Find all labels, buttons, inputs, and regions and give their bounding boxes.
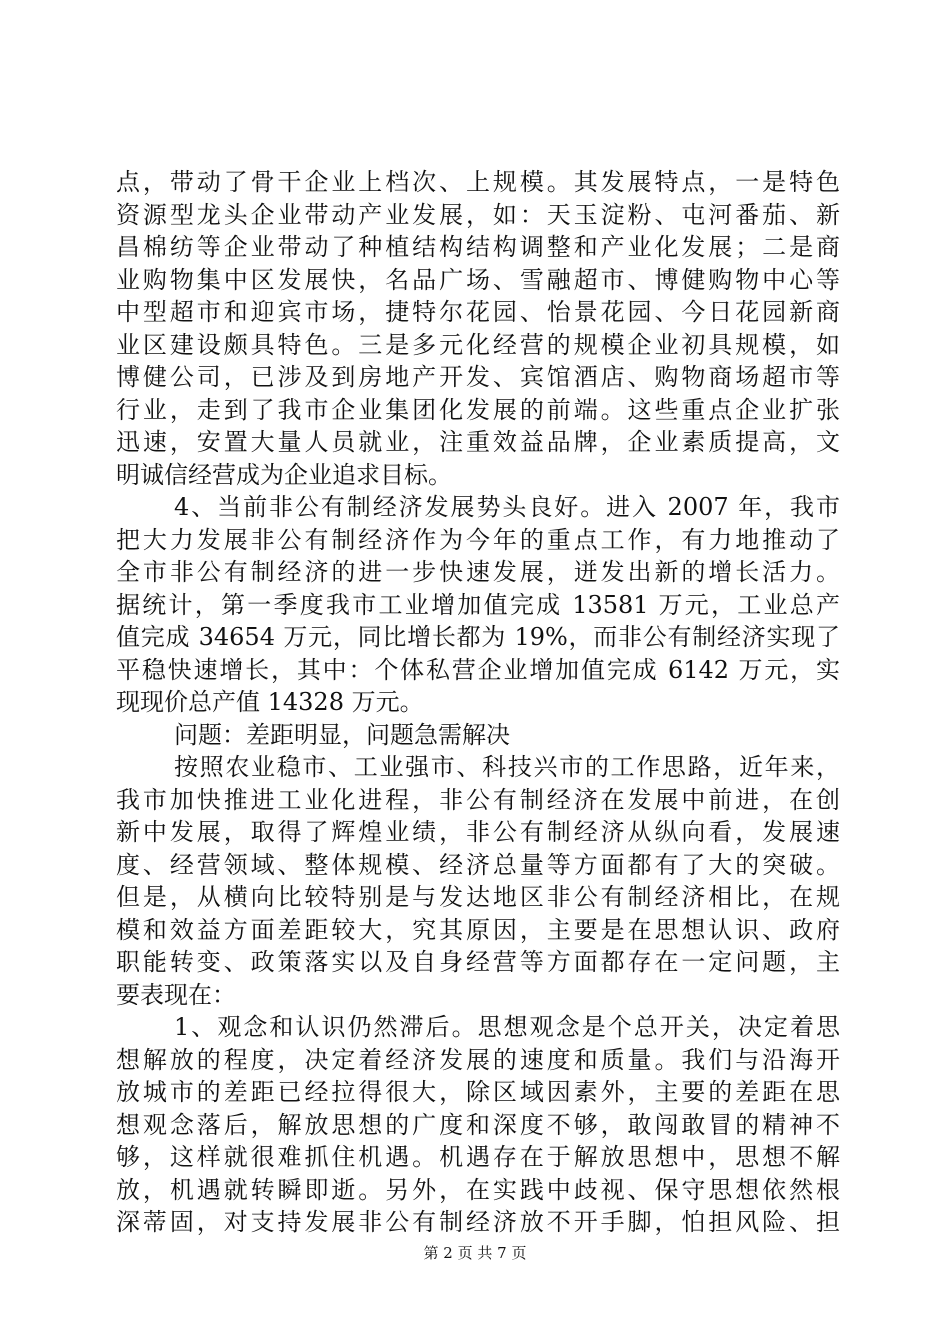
text-line: 业购物集中区发展快，名品广场、雪融超市、博健购物中心等 <box>116 265 840 294</box>
text-line: 深蒂固，对支持发展非公有制经济放不开手脚，怕担风险、担 <box>116 1208 840 1236</box>
text-line: 我市加快推进工业化进程，非公有制经济在发展中前进，在创 <box>116 785 840 814</box>
document-body <box>116 166 840 1239</box>
text-line: 昌棉纺等企业带动了种植结构结构调整和产业化发展；二是商 <box>116 233 840 261</box>
text-line: 资源型龙头企业带动产业发展，如：天玉淀粉、屯河番茄、新 <box>116 200 840 229</box>
text-line: 要表现在： <box>116 980 236 1009</box>
text-line: 行业，走到了我市企业集团化发展的前端。这些重点企业扩张 <box>116 395 840 424</box>
text-line: 点，带动了骨干企业上档次、上规模。其发展特点，一是特色 <box>116 168 840 196</box>
text-line: 把大力发展非公有制经济作为今年的重点工作，有力地推动了 <box>116 525 840 554</box>
text-line: 按照农业稳市、工业强市、科技兴市的工作思路，近年来， <box>174 753 840 781</box>
text-line: 1、观念和认识仍然滞后。思想观念是个总开关，决定着思 <box>174 1013 840 1041</box>
text-line: 想解放的程度，决定着经济发展的速度和质量。我们与沿海开 <box>116 1045 840 1074</box>
text-line: 明诚信经营成为企业追求目标。 <box>116 460 452 489</box>
text-line: 4、当前非公有制经济发展势头良好。进入 2007 年，我市 <box>174 493 840 521</box>
text-line: 够，这样就很难抓住机遇。机遇存在于解放思想中，思想不解 <box>116 1143 840 1171</box>
text-line: 度、经营领域、整体规模、经济总量等方面都有了大的突破。 <box>116 850 840 879</box>
text-line: 职能转变、政策落实以及自身经营等方面都存在一定问题，主 <box>116 948 840 976</box>
text-line: 值完成 34654 万元，同比增长都为 19%，而非公有制经济实现了 <box>116 623 840 651</box>
text-line: 全市非公有制经济的进一步快速发展，迸发出新的增长活力。 <box>116 558 840 586</box>
text-line: 平稳快速增长，其中：个体私营企业增加值完成 6142 万元，实 <box>116 655 840 684</box>
page-footer: 第 2 页 共 7 页 <box>423 1244 527 1262</box>
text-line: 但是，从横向比较特别是与发达地区非公有制经济相比，在规 <box>116 883 840 911</box>
text-line: 迅速，安置大量人员就业，注重效益品牌，企业素质提高，文 <box>116 428 840 456</box>
text-line: 模和效益方面差距较大，究其原因，主要是在思想认识、政府 <box>116 915 840 944</box>
text-line: 想观念落后，解放思想的广度和深度不够，敢闯敢冒的精神不 <box>116 1110 840 1139</box>
text-line: 业区建设颇具特色。三是多元化经营的规模企业初具规模，如 <box>116 330 840 359</box>
text-line: 问题：差距明显，问题急需解决 <box>174 720 510 749</box>
text-line: 现现价总产值 14328 万元。 <box>116 688 424 716</box>
text-line: 博健公司，已涉及到房地产开发、宾馆酒店、购物商场超市等 <box>116 363 840 391</box>
text-line: 放，机遇就转瞬即逝。另外，在实践中歧视、保守思想依然根 <box>116 1175 840 1204</box>
text-line: 放城市的差距已经拉得很大，除区域因素外，主要的差距在思 <box>116 1078 840 1106</box>
text-line: 中型超市和迎宾市场，捷特尔花园、怡景花园、今日花园新商 <box>116 298 840 326</box>
text-line: 新中发展，取得了辉煌业绩，非公有制经济从纵向看，发展速 <box>116 818 840 846</box>
text-line: 据统计，第一季度我市工业增加值完成 13581 万元，工业总产 <box>116 590 840 619</box>
